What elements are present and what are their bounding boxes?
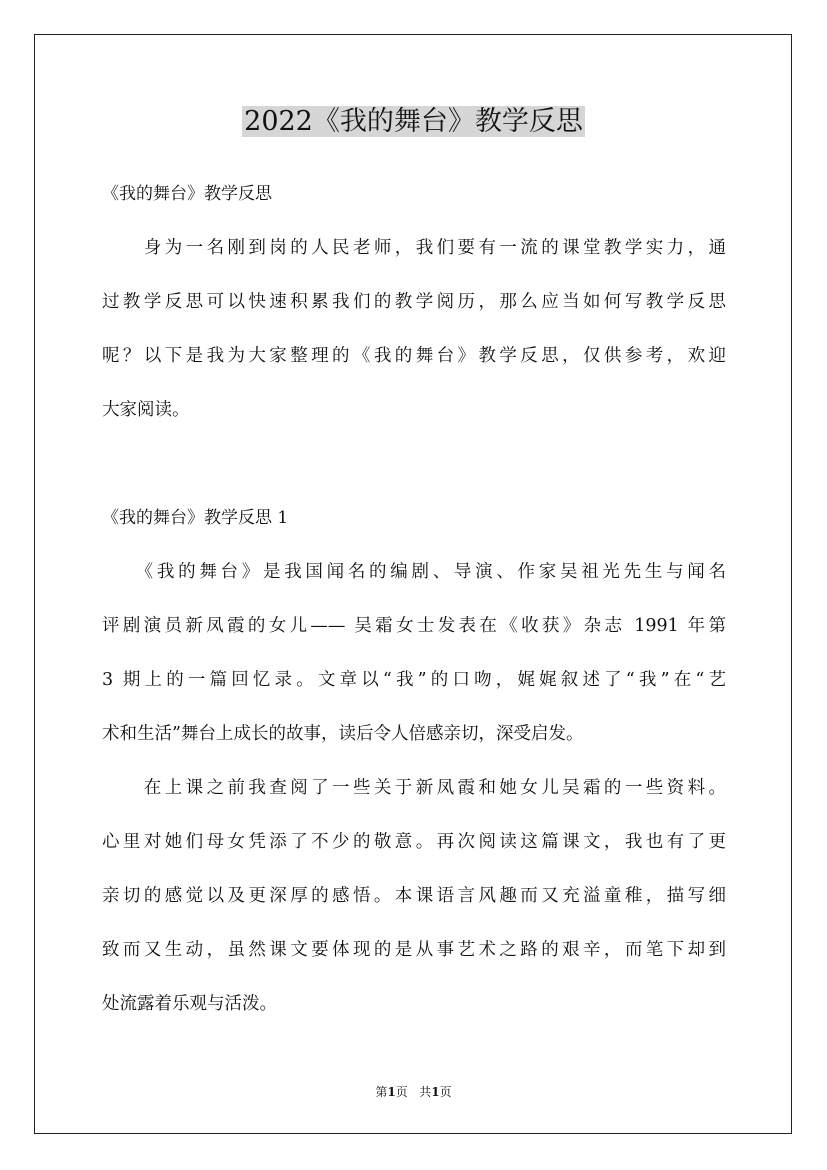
section-heading: 《我的舞台》教学反思 1 bbox=[102, 508, 289, 528]
total-suffix: 页 bbox=[439, 1085, 452, 1099]
intro-line: 大家阅读。 bbox=[102, 400, 190, 420]
total-prefix: 共 bbox=[419, 1085, 432, 1099]
paragraph-line: 处流露着乐观与活泼。 bbox=[102, 994, 277, 1014]
page-suffix: 页 bbox=[395, 1085, 408, 1099]
intro-heading: 《我的舞台》教学反思 bbox=[102, 184, 272, 204]
total-number: 1 bbox=[431, 1085, 440, 1099]
intro-line: 过教学反思可以快速积累我们的教学阅历，那么应当如何写教学反思 bbox=[102, 292, 726, 312]
page-number: 1 bbox=[387, 1085, 396, 1099]
paragraph-line: 在上课之前我查阅了一些关于新凤霞和她女儿吴霜的一些资料。 bbox=[102, 778, 726, 798]
intro-line: 呢？以下是我为大家整理的《我的舞台》教学反思，仅供参考，欢迎 bbox=[102, 346, 726, 366]
document-title-block bbox=[0, 102, 827, 142]
paragraph-line: 心里对她们母女凭添了不少的敬意。再次阅读这篇课文，我也有了更 bbox=[102, 832, 726, 852]
paragraph-line: 亲切的感觉以及更深厚的感悟。本课语言风趣而又充溢童稚，描写细 bbox=[102, 886, 726, 906]
paragraph-line: 评剧演员新凤霞的女儿—— 吴霜女士发表在《收获》杂志 1991 年第 bbox=[102, 616, 726, 636]
page-footer bbox=[0, 1084, 827, 1100]
intro-line: 身为一名刚到岗的人民老师，我们要有一流的课堂教学实力，通 bbox=[102, 238, 726, 258]
paragraph-line: 3 期上的一篇回忆录。文章以“我”的口吻，娓娓叙述了“我”在“艺 bbox=[102, 670, 726, 690]
paragraph-line: 致而又生动，虽然课文要体现的是从事艺术之路的艰辛，而笔下却到 bbox=[102, 940, 726, 960]
page-prefix: 第 bbox=[375, 1085, 388, 1099]
paragraph-line: 《我的舞台》是我国闻名的编剧、导演、作家吴祖光先生与闻名 bbox=[102, 562, 726, 582]
paragraph-line: 术和生活”舞台上成长的故事，读后令人倍感亲切，深受启发。 bbox=[102, 724, 584, 744]
document-title: 2022《我的舞台》教学反思 bbox=[244, 106, 583, 137]
